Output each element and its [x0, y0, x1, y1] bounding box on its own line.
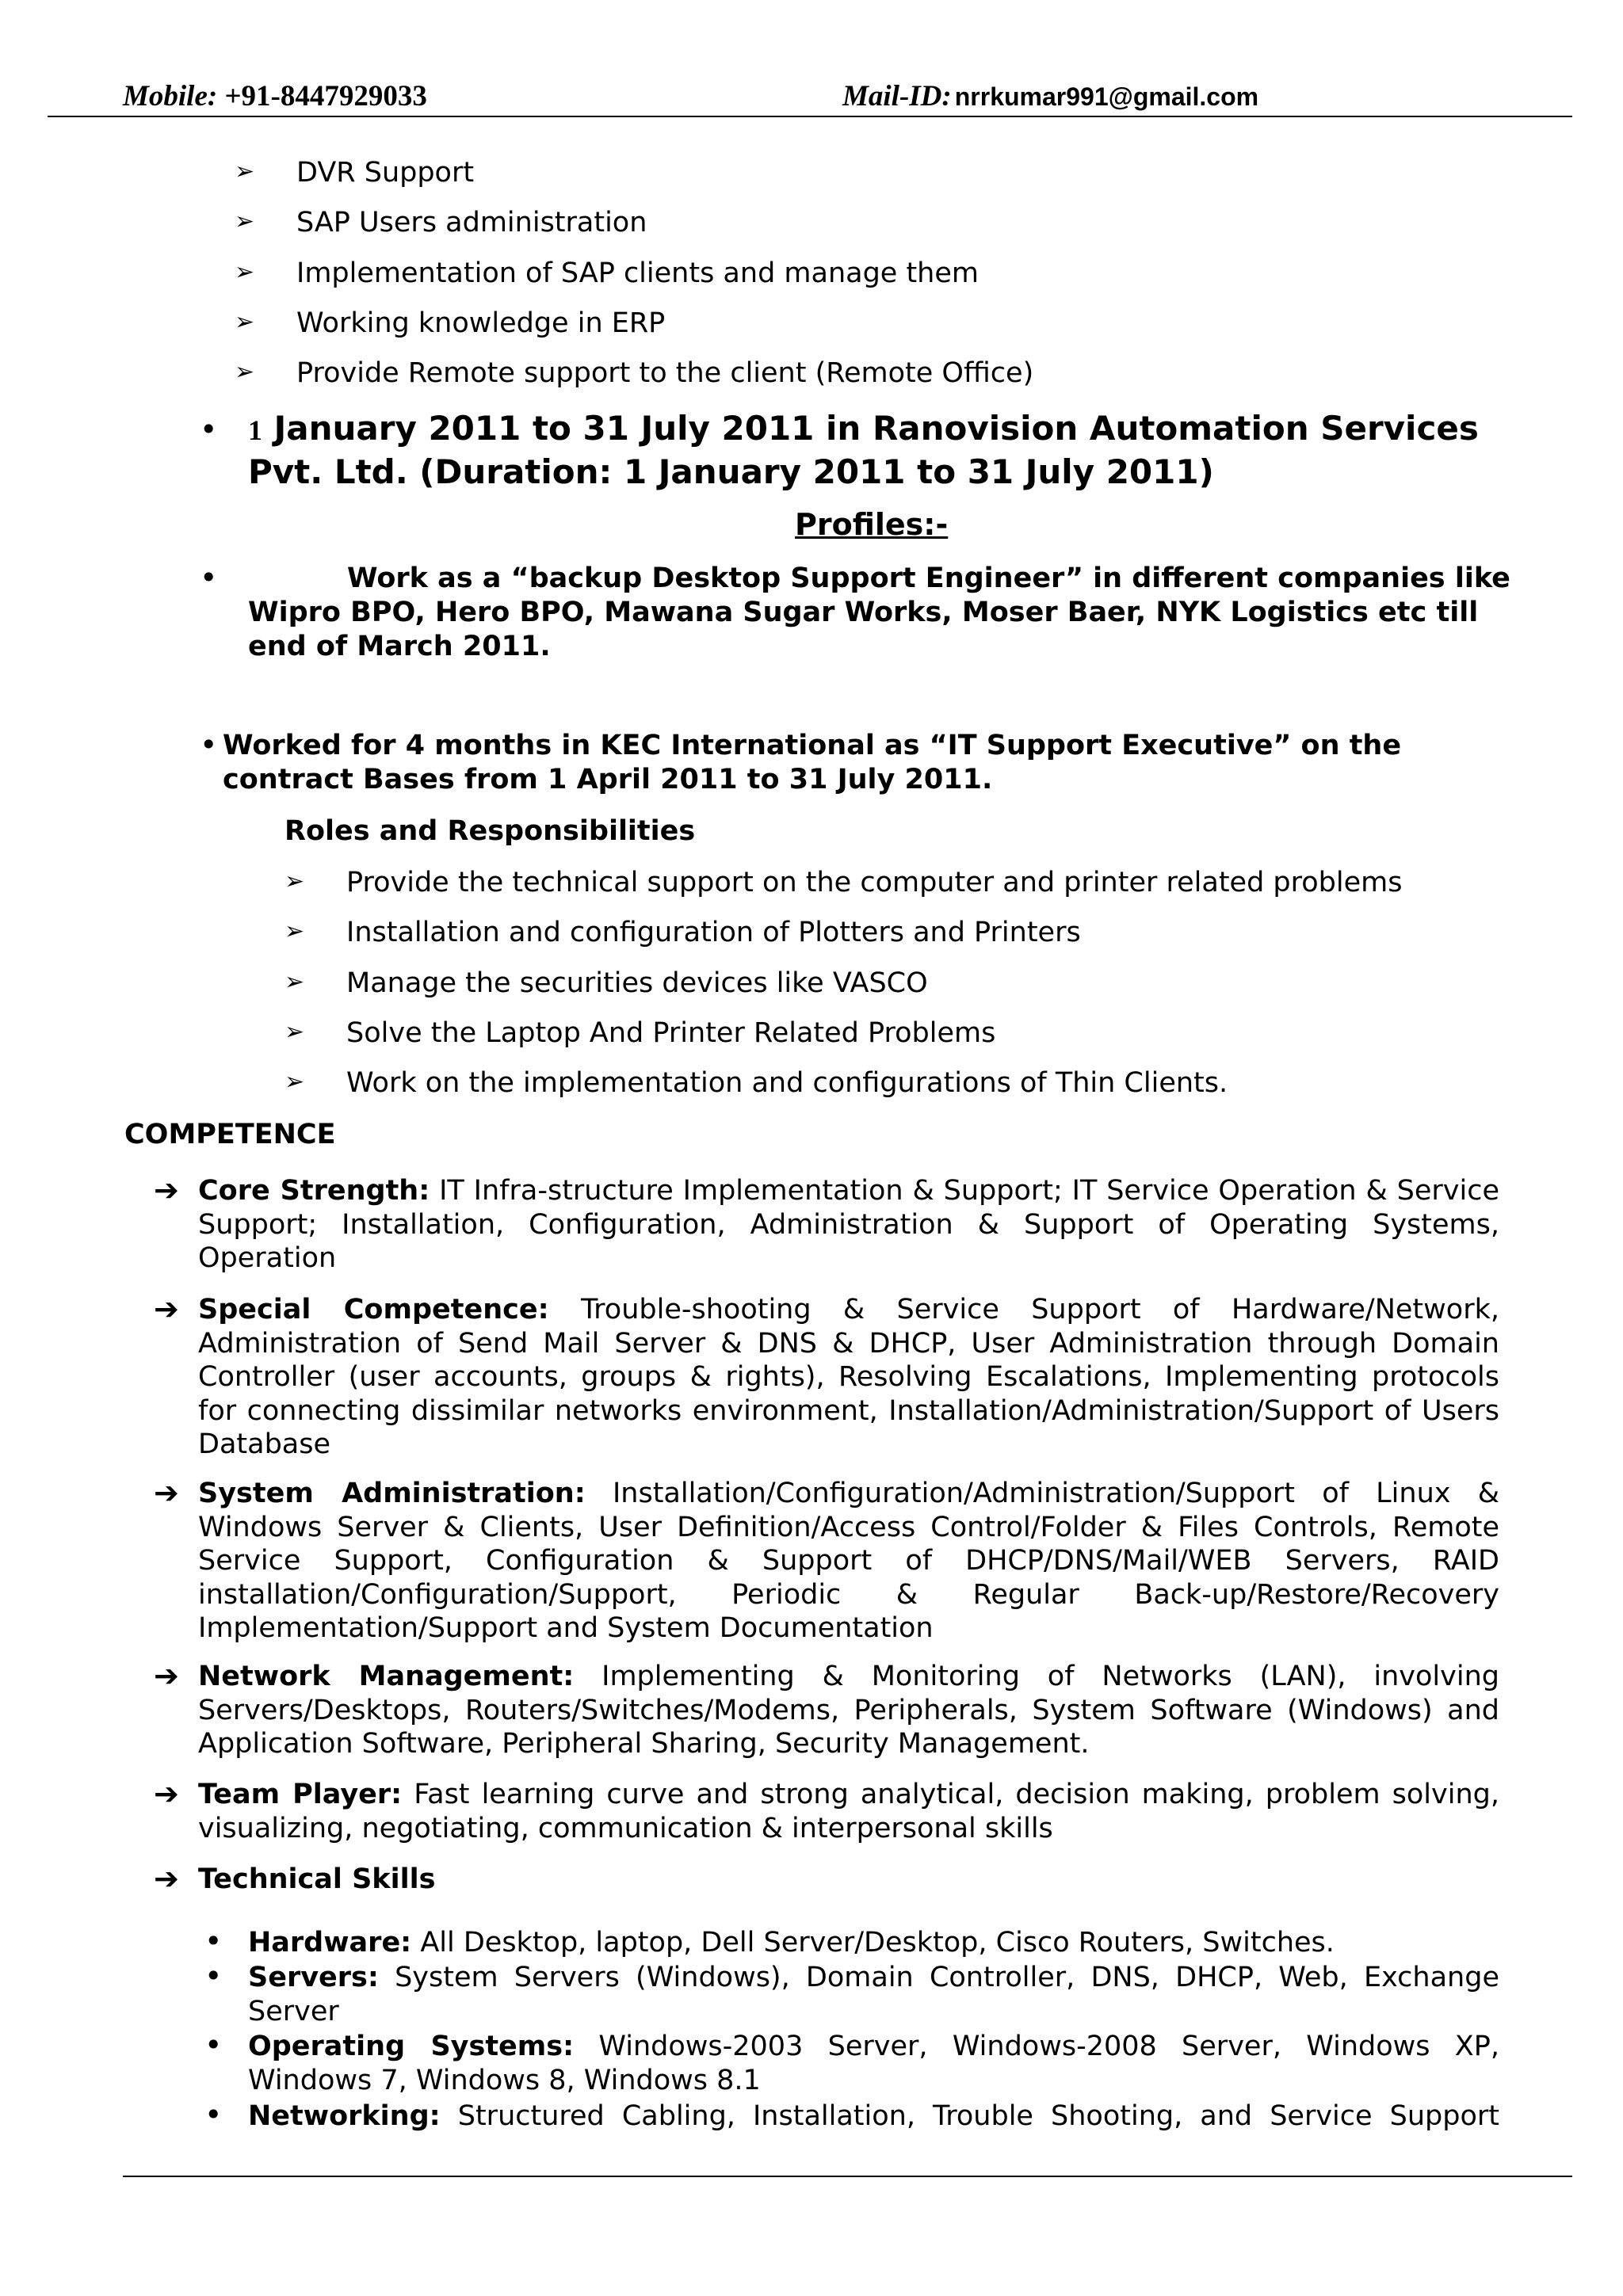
kec-line1: Worked for 4 months in KEC International as “IT Support Executive” on the	[223, 730, 1402, 761]
competence-label: Network Management:	[198, 1661, 575, 1692]
list-item: DVR Support	[296, 157, 475, 189]
competence-network	[198, 1660, 1499, 1761]
right-arrow-icon: ➔	[154, 1861, 179, 1896]
competence-label: System Administration:	[198, 1478, 586, 1509]
header-mobile	[123, 79, 427, 113]
job-heading-line2: Pvt. Ltd. (Duration: 1 January 2011 to 31 July 2011)	[248, 452, 1214, 491]
profile-item-line1: Work as a “backup Desktop Support Engineer” in different companies like	[347, 563, 1510, 594]
competence-text: Implementing & Monitoring of Networks (LAN), involving Servers/Desktops, Routers/Switches/Modems, Peripherals, System Software (Windows) and Application Software, Peripheral Sharing, Security Management.	[198, 1661, 1499, 1760]
bullet-icon: •	[204, 1924, 223, 1958]
competence-heading: COMPETENCE	[124, 1119, 336, 1150]
competence-team-player	[198, 1778, 1499, 1845]
role-item: Provide the technical support on the computer and printer related problems	[346, 867, 1403, 898]
profile-item-line3: end of March 2011.	[248, 631, 551, 662]
competence-label: Special Competence:	[198, 1294, 549, 1325]
role-item: Work on the implementation and configurations of Thin Clients.	[346, 1067, 1228, 1099]
list-item: Working knowledge in ERP	[296, 307, 666, 339]
bullet-icon: •	[204, 2097, 223, 2132]
bullet-icon: •	[200, 412, 218, 447]
right-arrow-icon: ➔	[154, 1776, 179, 1811]
arrowhead-bullet-icon: ➢	[235, 358, 255, 386]
competence-text: Trouble-shooting & Service Support of Hardware/Network, Administration of Send Mail Server & DNS & DHCP, User Administration through Domain Controller (user accounts, groups & rights), Resolving Escalations, Implementing protocols for connecting dissimilar networks environment, Installation/Administration/Support of Users Database	[198, 1294, 1499, 1460]
tech-skill-text: All Desktop, laptop, Dell Server/Desktop, Cisco Routers, Switches.	[420, 1927, 1335, 1958]
bullet-icon: •	[200, 727, 218, 762]
role-item: Installation and configuration of Plotters and Printers	[346, 917, 1081, 948]
tech-skill-label: Servers:	[248, 1962, 379, 1993]
role-item: Manage the securities devices like VASCO	[346, 967, 928, 999]
tech-skill-text: Structured Cabling, Installation, Trouble Shooting, and Service Support	[457, 2100, 1499, 2132]
arrowhead-bullet-icon: ➢	[285, 917, 305, 945]
footer-divider	[123, 2176, 1572, 2177]
competence-text: Fast learning curve and strong analytical, decision making, problem solving, visualizing, negotiating, communication & interpersonal skills	[198, 1779, 1499, 1844]
list-item: Provide Remote support to the client (Remote Office)	[296, 357, 1034, 389]
roles-heading: Roles and Responsibilities	[285, 815, 696, 847]
right-arrow-icon: ➔	[154, 1291, 179, 1326]
tech-skill-servers	[248, 1961, 1499, 2029]
competence-text: IT Infra-structure Implementation & Support; IT Service Operation & Service Support; Installation, Configuration, Administration & Support of Operating Systems, Operation	[198, 1175, 1499, 1274]
tech-skill-os	[248, 2030, 1499, 2098]
competence-system-admin	[198, 1477, 1499, 1646]
arrowhead-bullet-icon: ➢	[285, 868, 305, 895]
bullet-icon: •	[200, 560, 218, 595]
right-arrow-icon: ➔	[154, 1658, 179, 1693]
role-item: Solve the Laptop And Printer Related Problems	[346, 1017, 996, 1049]
list-item: SAP Users administration	[296, 207, 647, 238]
competence-core-strength	[198, 1174, 1499, 1276]
arrowhead-bullet-icon: ➢	[235, 308, 255, 336]
arrowhead-bullet-icon: ➢	[235, 158, 255, 185]
mail-value: nrrkumar991@gmail.com	[954, 82, 1259, 111]
list-item: Implementation of SAP clients and manage them	[296, 257, 979, 289]
competence-special	[198, 1293, 1499, 1462]
mobile-value: +91-8447929033	[224, 80, 427, 113]
competence-text: Installation/Configuration/Administration/Support of Linux & Windows Server & Clients, User Definition/Access Control/Folder & Files Controls, Remote Service Support, Configuration & Support of DHCP/DNS/Mail/WEB Servers, RAID installation/Configuration/Support, Periodic & Regular Back-up/Restore/Recovery Implementation/Support and System Documentation	[198, 1478, 1499, 1644]
header-mail	[842, 79, 1258, 113]
tech-skill-label: Networking:	[248, 2100, 441, 2132]
arrowhead-bullet-icon: ➢	[285, 1018, 305, 1046]
tech-skill-text: Windows-2003 Server, Windows-2008 Server, Windows XP, Windows 7, Windows 8, Windows 8.1	[248, 2031, 1499, 2096]
right-arrow-icon: ➔	[154, 1475, 179, 1510]
profiles-heading: Profiles:-	[795, 507, 949, 542]
header-divider	[48, 116, 1572, 117]
technical-skills-heading: Technical Skills	[198, 1863, 436, 1895]
right-arrow-icon: ➔	[154, 1173, 179, 1207]
tech-skill-label: Hardware:	[248, 1927, 412, 1958]
arrowhead-bullet-icon: ➢	[285, 1068, 305, 1096]
profile-item-line2: Wipro BPO, Hero BPO, Mawana Sugar Works, Moser Baer, NYK Logistics etc till	[248, 597, 1479, 628]
kec-line2: contract Bases from 1 April 2011 to 31 July 2011.	[223, 764, 993, 795]
arrowhead-bullet-icon: ➢	[235, 258, 255, 286]
job-dates-company: January 2011 to 31 July 2011 in Ranovision Automation Services	[273, 409, 1479, 448]
tech-skill-hardware	[248, 1926, 1499, 1960]
job-number: 1	[248, 414, 262, 446]
arrowhead-bullet-icon: ➢	[235, 208, 255, 235]
tech-skill-networking	[248, 2100, 1499, 2134]
bullet-icon: •	[204, 2027, 223, 2062]
competence-label: Team Player:	[198, 1779, 403, 1810]
mail-label: Mail-ID:	[842, 80, 952, 113]
bullet-icon: •	[204, 1958, 223, 1993]
job-heading-line1	[248, 409, 1479, 448]
tech-skill-label: Operating Systems:	[248, 2031, 575, 2062]
mobile-label: Mobile:	[123, 80, 218, 113]
tech-skill-text: System Servers (Windows), Domain Controller, DNS, DHCP, Web, Exchange Server	[248, 1962, 1499, 2027]
competence-label: Core Strength:	[198, 1175, 430, 1207]
arrowhead-bullet-icon: ➢	[285, 968, 305, 996]
